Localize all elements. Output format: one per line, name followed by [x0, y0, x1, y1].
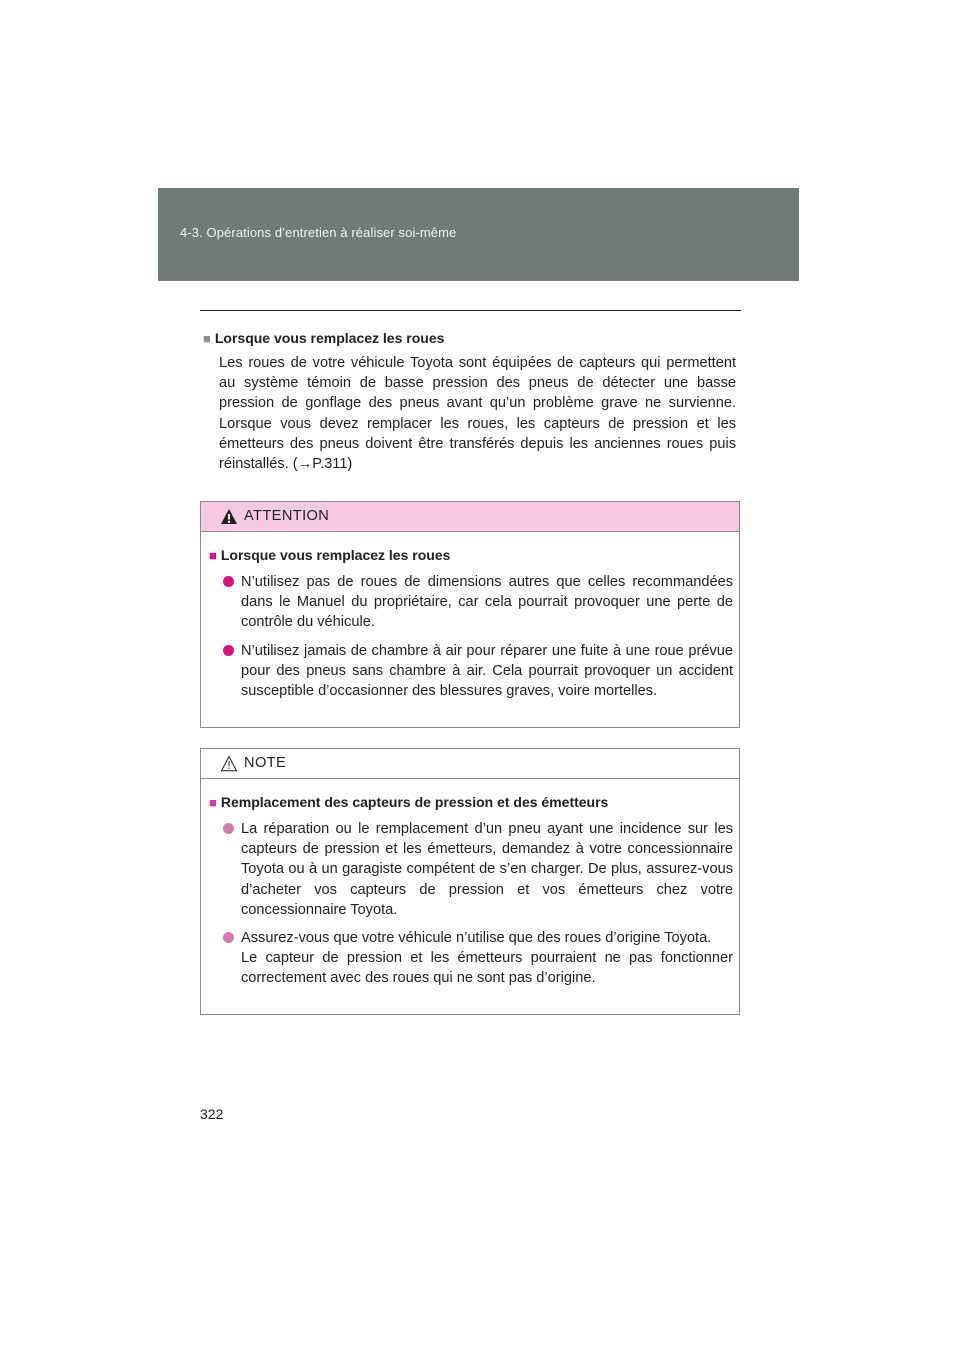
section-paragraph: Les roues de votre véhicule Toyota sont équipées de capteurs qui permettent au système témoin de basse pression des pneus de détecter une basse pression de gonflage des pneus avant qu’un problème grave ne survienne. Lorsque vous devez remplacer les roues, les capteurs de pression et les émetteurs des pneus doivent être transférés depuis les anciennes roues puis réinstallés. (→P.311) — [219, 355, 736, 473]
attention-title: ATTENTION — [244, 508, 330, 524]
wheel-replacement-section — [203, 327, 736, 474]
square-bullet-icon: ■ — [209, 548, 217, 563]
attention-header — [201, 502, 739, 532]
note-title: NOTE — [244, 755, 287, 771]
breadcrumb: 4-3. Opérations d’entretien à réaliser soi-même — [180, 225, 457, 240]
attention-box — [200, 501, 740, 728]
list-item: Assurez-vous que votre véhicule n’utilise que des roues d’origine Toyota. Le capteur de pression et les émetteurs pourraient ne pas fonctionner correctement avec des roues qui ne sont pas d’origine. — [223, 928, 733, 989]
list-item: N’utilisez pas de roues de dimensions autres que celles recommandées dans le Manuel du propriétaire, car cela pourrait provoquer une perte de contrôle du véhicule. — [223, 572, 733, 633]
note-heading: ■ Remplacement des capteurs de pression et des émetteurs — [209, 794, 609, 810]
caution-outline-icon — [220, 755, 238, 772]
section-heading: ■ Lorsque vous remplacez les roues — [203, 330, 445, 346]
square-bullet-icon: ■ — [203, 331, 211, 346]
note-box — [200, 748, 740, 1015]
note-header — [201, 749, 739, 779]
chapter-header — [158, 188, 799, 281]
circle-bullet-icon — [223, 823, 234, 834]
circle-bullet-icon — [223, 645, 234, 656]
warning-icon — [220, 508, 238, 525]
circle-bullet-icon — [223, 932, 234, 943]
attention-heading: ■ Lorsque vous remplacez les roues — [209, 547, 451, 563]
list-item: N’utilisez jamais de chambre à air pour réparer une fuite à une roue prévue pour des pneus sans chambre à air. Cela pourrait provoquer un accident susceptible d’occasionner des blessures graves, voire mortelles. — [223, 641, 733, 702]
list-item-continuation: Le capteur de pression et les émetteurs pourraient ne pas fonctionner correctement avec des roues qui ne sont pas d’origine. — [241, 950, 733, 987]
page-number: 322 — [200, 1106, 224, 1122]
divider — [200, 310, 741, 311]
square-bullet-icon: ■ — [209, 795, 217, 810]
circle-bullet-icon — [223, 576, 234, 587]
list-item: La réparation ou le remplacement d’un pneu ayant une incidence sur les capteurs de pression et les émetteurs, demandez à votre concessionnaire Toyota ou à un garagiste compétent de s’en charger. De plus, assurez-vous d’acheter vos capteurs de pression et vos émetteurs chez votre concessionnaire Toyota. — [223, 819, 733, 920]
